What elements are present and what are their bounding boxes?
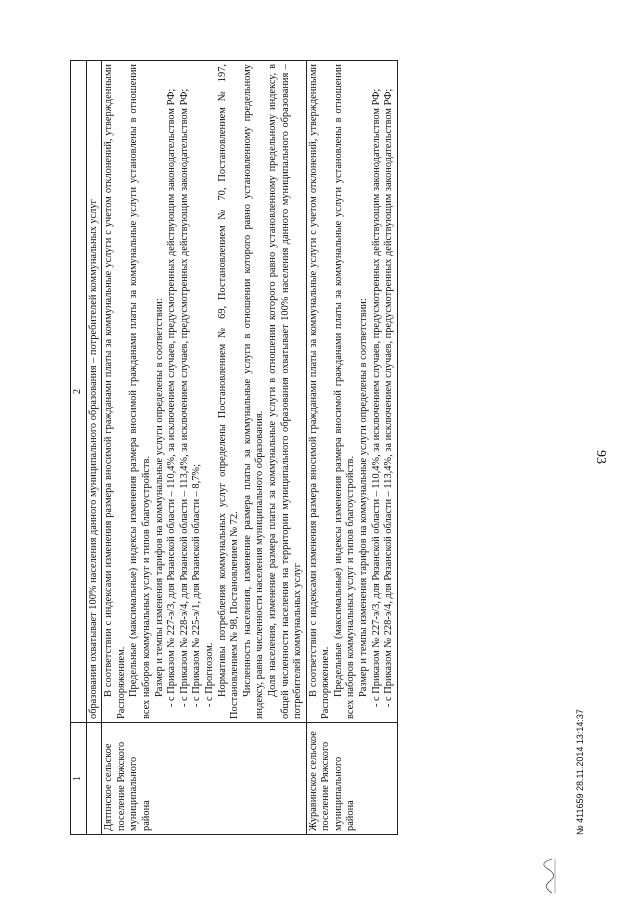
settlement-description xyxy=(86,61,102,723)
settlement-name: Дятпнское сельское поселение Ряжского муниципального района xyxy=(102,723,307,835)
description-paragraph: - с Приказом № 225-э/1, для Рязанской области – 8,7%; xyxy=(191,464,203,707)
table-header-row xyxy=(71,61,87,835)
description-paragraph: В соответствии с индексами изменения размера вносимой гражданами платы за коммунальные услуги с учетом отклонений, утвержденными Распоряжением. xyxy=(307,64,332,719)
description-paragraph: Доля населения, изменение размера платы за коммунальные услуги в отношении которого равно установленному предельному индексу, в общей численности населения на территории муниципального образования охватывает 100% населения данного муниципального образования – потребителей коммунальных услуг xyxy=(266,64,304,719)
settlement-name: Журавинское сельское поселение Ряжского муниципального района xyxy=(306,723,397,835)
page-number: 93 xyxy=(593,450,608,464)
description-paragraph: В соответствии с индексами изменения размера вносимой гражданами платы за коммунальные услуги с учетом отклонений, утвержденными Распоряжением. xyxy=(103,64,127,719)
description-paragraph: - с Приказом № 227-э/3, для Рязанской области – 110,4%, за исключением случаев, предусмотренных действующим законодательством РФ; xyxy=(166,88,178,707)
document-footer: № 411659 28.11.2014 13:14:37 xyxy=(575,709,585,835)
description-paragraph: - с Приказом № 228-э/4, для Рязанской области – 113,4%, за исключением случаев, предусмотренных действующим законодательством РФ; xyxy=(178,88,190,707)
description-paragraph: Нормативы потребления коммунальных услуг определены Постановлением № 69, Постановлением № 70, Постановлением № 197, Постановлением № 98, Постановлением № 72. xyxy=(216,64,241,719)
description-paragraph: Размер и темпы изменения тарифов на коммунальные услуги определены в соответствии: xyxy=(153,298,165,697)
header-col-2: 2 xyxy=(71,61,87,723)
description-paragraph: - с Приказом № 228-э/4, для Рязанской области – 113,4%, за исключением случаев, предусмотренных действующим законодательством РФ; xyxy=(383,88,395,707)
table-row xyxy=(102,61,307,835)
settlement-description xyxy=(102,61,307,723)
signature-stamp xyxy=(540,857,570,895)
settlement-name xyxy=(86,723,102,835)
settlement-description xyxy=(306,61,397,723)
header-col-1: 1 xyxy=(71,723,87,835)
table-row xyxy=(306,61,397,835)
description-paragraph: Размер и темпы изменения тарифов на коммунальные услуги определены в соответствии: xyxy=(358,298,370,697)
stamp-scribble-icon xyxy=(540,857,558,895)
description-paragraph: Численность населения, изменение размера платы за коммунальные услуги в отношении которого равно установленному предельному индексу, равна численности населения муниципального образования. xyxy=(241,64,266,719)
description-paragraph: - с Прогнозом. xyxy=(203,642,215,707)
table-row xyxy=(86,61,102,835)
description-paragraph: Предельные (максимальные) индексы изменения размера вносимой гражданами платы за коммунальные услуги установлены в отношении всех наборов коммунальных услуг и типов благоустройств. xyxy=(332,64,357,719)
tariff-table xyxy=(70,60,398,835)
description-paragraph: - с Приказом № 227-э/3, для Рязанской области – 110,4%, за исключением случаев, предусмотренных действующим законодательством РФ; xyxy=(370,88,382,707)
description-paragraph: Предельные (максимальные) индексы изменения размера вносимой гражданами платы за коммунальные услуги установлены в отношении всех наборов коммунальных услуг и типов благоустройств. xyxy=(128,64,152,719)
description-paragraph: образования охватывает 100% населения данного муниципального образования – потребителей коммунальных услуг xyxy=(87,199,99,719)
